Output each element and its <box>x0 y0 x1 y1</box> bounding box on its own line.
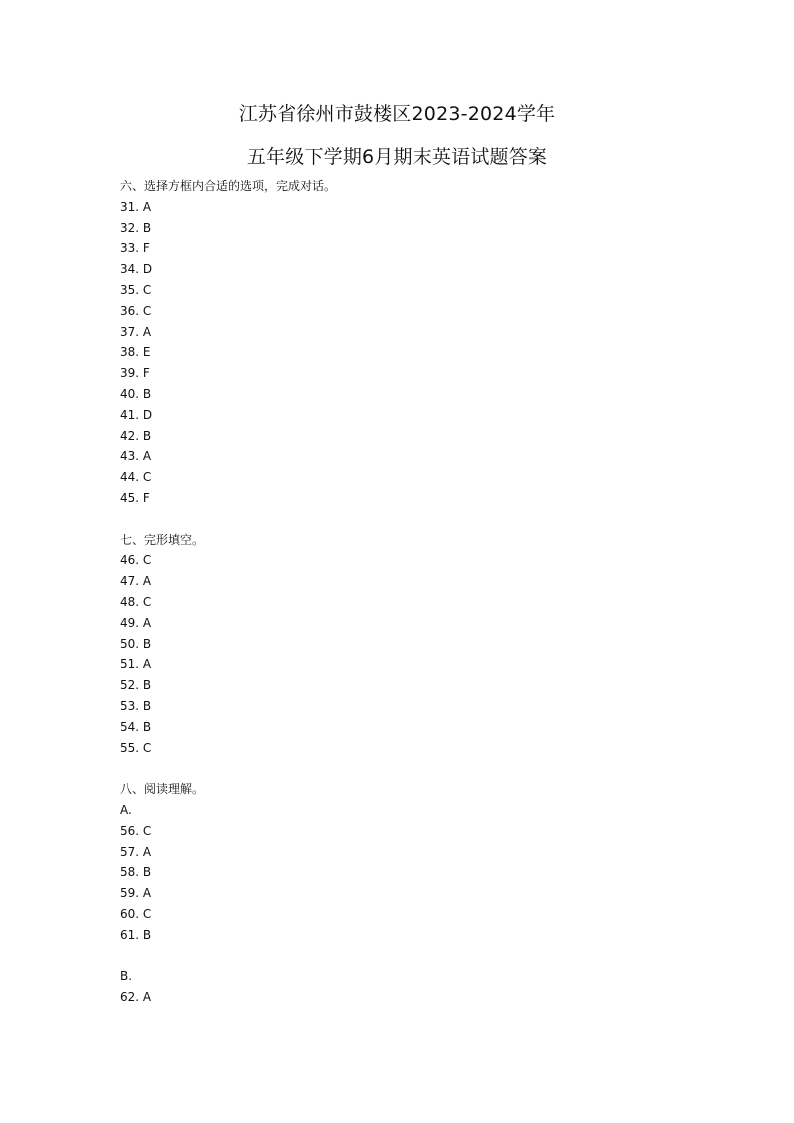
section-spacer <box>120 758 720 779</box>
section-6-heading: 六、选择方框内合适的选项，完成对话。 <box>120 179 337 193</box>
answer-item: 42. B <box>120 428 152 443</box>
answer-item: 52. B <box>120 678 152 693</box>
section-8-heading: 八、阅读理解。 <box>120 782 205 797</box>
answer-item: 49. A <box>120 615 152 630</box>
answer-item: 47. A <box>120 574 152 589</box>
answer-item: 60. C <box>120 906 152 921</box>
answer-item: 53. B <box>120 698 152 713</box>
answer-item: 41. D <box>120 407 153 422</box>
answer-item: 32. B <box>120 220 152 235</box>
section-spacer <box>120 509 720 530</box>
answer-item: 54. B <box>120 719 152 734</box>
answer-item: 55. C <box>120 740 152 755</box>
part-b-label: B. <box>120 969 133 984</box>
document-title-line-2: 五年级下学期6月期末英语试题答案 <box>246 146 548 168</box>
answer-item: 33. F <box>120 241 150 256</box>
answer-item: 37. A <box>120 324 152 339</box>
document-title-line-1: 江苏省徐州市鼓楼区2023-2024学年 <box>238 103 556 125</box>
answer-item: 31. A <box>120 199 152 214</box>
answer-item: 34. D <box>120 262 153 277</box>
answer-item: 43. A <box>120 449 152 464</box>
answer-item: 38. E <box>120 345 151 360</box>
section-7-heading: 七、完形填空。 <box>120 532 205 547</box>
answer-item: 61. B <box>120 927 152 942</box>
answer-item: 46. C <box>120 553 152 568</box>
answer-item: 56. C <box>120 823 152 838</box>
answer-item: 59. A <box>120 886 152 901</box>
answer-item: 45. F <box>120 490 150 505</box>
answer-item: 50. B <box>120 636 152 651</box>
answer-item: 39. F <box>120 366 150 381</box>
answer-item: 48. C <box>120 594 152 609</box>
answer-item: 36. C <box>120 303 152 318</box>
answer-item: 35. C <box>120 282 152 297</box>
part-a-label: A. <box>120 802 132 817</box>
answer-item: 44. C <box>120 470 152 485</box>
answer-item: 58. B <box>120 865 152 880</box>
answer-item: 57. A <box>120 844 152 859</box>
answer-content <box>120 176 720 1008</box>
answer-item: 40. B <box>120 386 152 401</box>
answer-item: 62. A <box>120 990 152 1005</box>
answer-item: 51. A <box>120 657 152 672</box>
section-spacer <box>120 945 720 966</box>
